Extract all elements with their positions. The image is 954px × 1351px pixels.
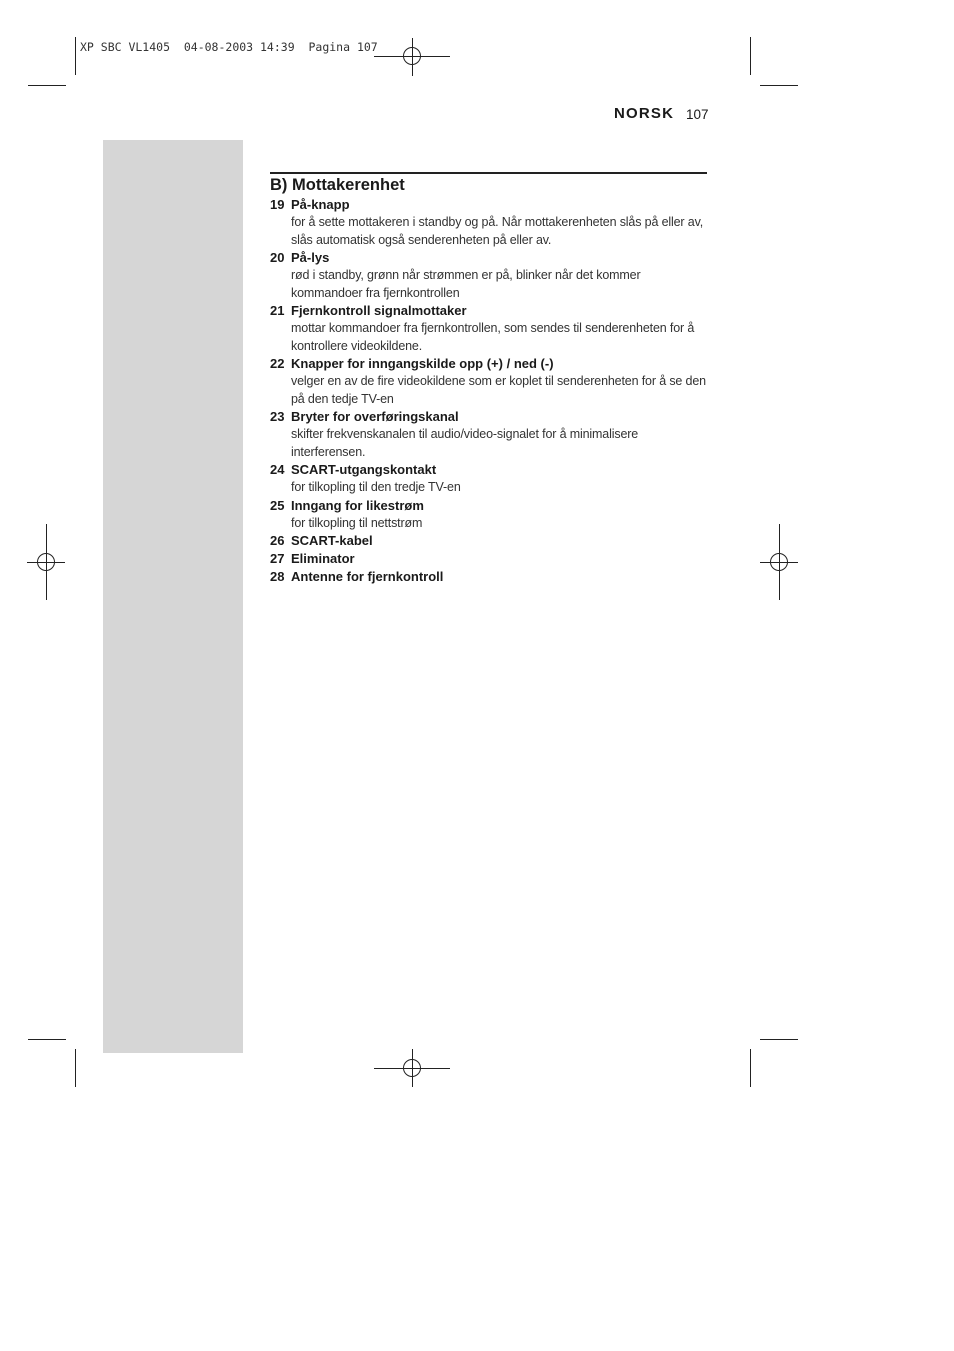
item-number: 19: [270, 197, 285, 212]
item-heading: [270, 461, 710, 479]
item-number: 28: [270, 569, 285, 584]
item-heading: [270, 355, 710, 373]
item-heading: [270, 568, 710, 586]
item-number: 22: [270, 356, 285, 371]
item-heading: [270, 532, 710, 550]
item-title: Bryter for overføringskanal: [291, 409, 459, 424]
item-number: 24: [270, 462, 285, 477]
item-description: velger en av de fire videokildene som er koplet til senderenheten for å se den på den tedje TV-en: [291, 374, 706, 406]
side-band: [103, 140, 243, 1053]
item-title: SCART-kabel: [291, 533, 373, 548]
item-description: rød i standby, grønn når strømmen er på, blinker når det kommer kommandoer fra fjernkontrollen: [291, 268, 641, 300]
item-title: Eliminator: [291, 551, 355, 566]
item-title: På-lys: [291, 250, 330, 265]
section-content: [270, 174, 710, 586]
item-heading: [270, 550, 710, 568]
item-title: SCART-utgangskontakt: [291, 462, 437, 477]
item-heading: [270, 196, 710, 214]
list-item: [270, 461, 710, 497]
item-heading: [270, 408, 710, 426]
item-title: Inngang for likestrøm: [291, 497, 424, 513]
item-description: for tilkopling til nettstrøm: [291, 515, 423, 530]
list-item: [270, 408, 710, 461]
language-label: NORSK: [614, 105, 675, 122]
list-item: [270, 550, 710, 568]
section-title: B) Mottakerenhet: [270, 176, 405, 194]
item-number: 25: [270, 497, 285, 513]
list-item: [270, 355, 710, 408]
item-number: 21: [270, 303, 285, 318]
list-item: [270, 196, 710, 249]
list-item: [270, 532, 710, 550]
item-heading: [270, 249, 710, 267]
item-number: 23: [270, 409, 285, 424]
item-title: Knapper for inngangskilde opp (+) / ned (-): [291, 356, 554, 371]
item-description: for tilkopling til den tredje TV-en: [291, 480, 461, 494]
item-heading: [270, 497, 710, 515]
item-list: [270, 196, 710, 586]
page-number: 107: [686, 107, 709, 122]
item-title: På-knapp: [291, 197, 350, 212]
list-item: [270, 249, 710, 302]
list-item: [270, 497, 710, 533]
list-item: [270, 568, 710, 586]
item-number: 27: [270, 551, 285, 566]
item-description: skifter frekvenskanalen til audio/video-signalet for å minimalisere interferensen.: [291, 427, 639, 459]
item-heading: [270, 302, 710, 320]
item-title: Antenne for fjernkontroll: [291, 569, 444, 584]
item-description: mottar kommandoer fra fjernkontrollen, som sendes til senderenheten for å kontrollere videokildene.: [291, 321, 695, 353]
item-description: for å sette mottakeren i standby og på. Når mottakerenheten slås på eller av, slås automatisk også senderenheten på eller av.: [291, 215, 704, 247]
list-item: [270, 302, 710, 355]
print-slug: XP SBC VL1405 04-08-2003 14:39 Pagina 107: [80, 40, 378, 54]
item-number: 20: [270, 250, 285, 265]
item-title: Fjernkontroll signalmottaker: [291, 303, 467, 318]
item-number: 26: [270, 533, 285, 548]
